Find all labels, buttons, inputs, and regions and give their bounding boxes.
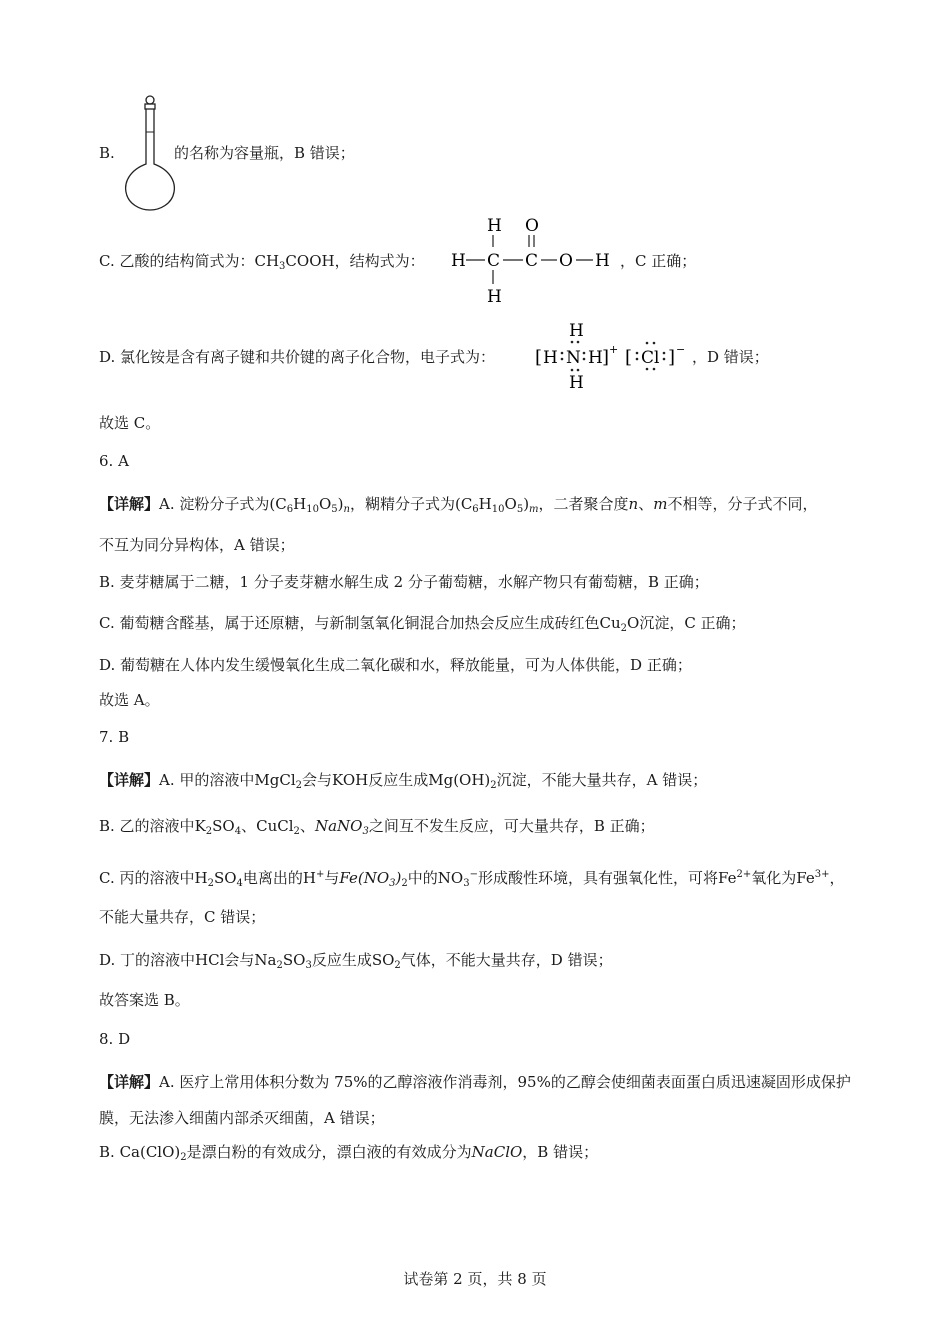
svg-text:Cl: Cl — [641, 348, 660, 368]
struct-h-right: H — [595, 251, 610, 271]
q7-option-c: C. 丙的溶液中$H_2SO_4$电离出的H+与$Fe(NO_3)_2$中的$NO_3^-$形成酸性环境，具有强氧化性，可将$Fe^{2+}$氧化为$Fe^{3+}$， — [99, 869, 845, 889]
svg-text:H: H — [569, 373, 584, 393]
q7-header: 7. B — [99, 728, 130, 746]
q6-option-d: D. 葡萄糖在人体内发生缓慢氧化生成二氧化碳和水，释放能量，可为人体供能，D 正确； — [99, 656, 692, 674]
q5-option-b-text: 的名称为容量瓶，B 错误； — [174, 144, 355, 162]
q5-option-d-end: ，D 错误； — [692, 348, 769, 366]
struct-c1: C — [487, 251, 501, 271]
struct-o: O — [559, 251, 573, 271]
q6-option-a-line2: 不互为同分异构体，A 错误； — [99, 536, 295, 554]
svg-text:]: ] — [602, 347, 610, 368]
svg-text:]: ] — [668, 347, 676, 368]
q7-option-a: 【详解】A. 甲的溶液中MgCl$_2$会与KOH反应生成$Mg(OH)_2$沉淀，不能大量共存，A 错误； — [99, 771, 708, 791]
q5-conclusion: 故选 C。 — [99, 414, 161, 432]
q7-conclusion: 故答案选 B。 — [99, 991, 190, 1009]
q6-option-a: 【详解】A. 淀粉分子式为$(C_6H_{10}O_5)_n$，糊精分子式为$(C_6H_{10}O_5)_m$，二者聚合度n、m不相等，分子式不同， — [99, 495, 818, 515]
struct-h-top: H — [487, 216, 502, 236]
svg-text:−: − — [676, 343, 686, 356]
q8-option-a: 【详解】A. 医疗上常用体积分数为 75%的乙醇溶液作消毒剂，95%的乙醇会使细菌表面蛋白质迅速凝固形成保护膜，无法渗入细菌内部杀灭细菌，A 错误； — [99, 1073, 851, 1127]
page-footer: 试卷第 2 页，共 8 页 — [403, 1270, 547, 1288]
struct-o-top: O — [525, 216, 539, 236]
q6-option-c: C. 葡萄糖含醛基，属于还原糖，与新制氢氧化铜混合加热会反应生成砖红色$Cu_2O$沉淀，C 正确； — [99, 614, 746, 634]
q5-option-b: B. — [99, 144, 115, 162]
struct-h-left: H — [451, 251, 466, 271]
volumetric-flask-icon — [122, 94, 178, 212]
svg-text:H: H — [588, 348, 603, 368]
struct-c2: C — [525, 251, 539, 271]
svg-text:H: H — [569, 321, 584, 341]
q8-header: 8. D — [99, 1030, 131, 1048]
q5-option-c: C. 乙酸的结构简式为：$CH_3COOH$，结构式为： — [99, 252, 425, 272]
q6-header: 6. A — [99, 452, 129, 470]
q6-conclusion: 故选 A。 — [99, 691, 160, 709]
acetic-acid-structure — [447, 214, 617, 310]
q7-option-c-line2: 不能大量共存，C 错误； — [99, 908, 266, 926]
svg-text:[: [ — [625, 347, 633, 368]
svg-text:N: N — [566, 348, 581, 368]
struct-h-bottom: H — [487, 287, 502, 307]
q8-option-b: B. $Ca(ClO)_2$是漂白粉的有效成分，漂白液的有效成分为NaClO，B 错误； — [99, 1143, 599, 1163]
svg-text:H: H — [543, 348, 558, 368]
q5-option-c-end: ，C 正确； — [620, 252, 697, 270]
svg-text:[: [ — [535, 347, 543, 368]
svg-text:+: + — [609, 343, 619, 356]
q7-option-b: B. 乙的溶液中$K_2SO_4$、CuCl$_2$、NaNO$_3$之间互不发生反应，可大量共存，B 正确； — [99, 817, 655, 837]
nh4cl-electron-formula — [533, 320, 689, 394]
q7-option-d: D. 丁的溶液中HCl会与$Na_2SO_3$反应生成$SO_2$气体，不能大量共存，D 错误； — [99, 951, 613, 971]
q5-option-d: D. 氯化铵是含有离子键和共价键的离子化合物，电子式为： — [99, 348, 496, 366]
q6-option-b: B. 麦芽糖属于二糖，1 分子麦芽糖水解生成 2 分子葡萄糖，水解产物只有葡萄糖，B 正确； — [99, 573, 709, 591]
